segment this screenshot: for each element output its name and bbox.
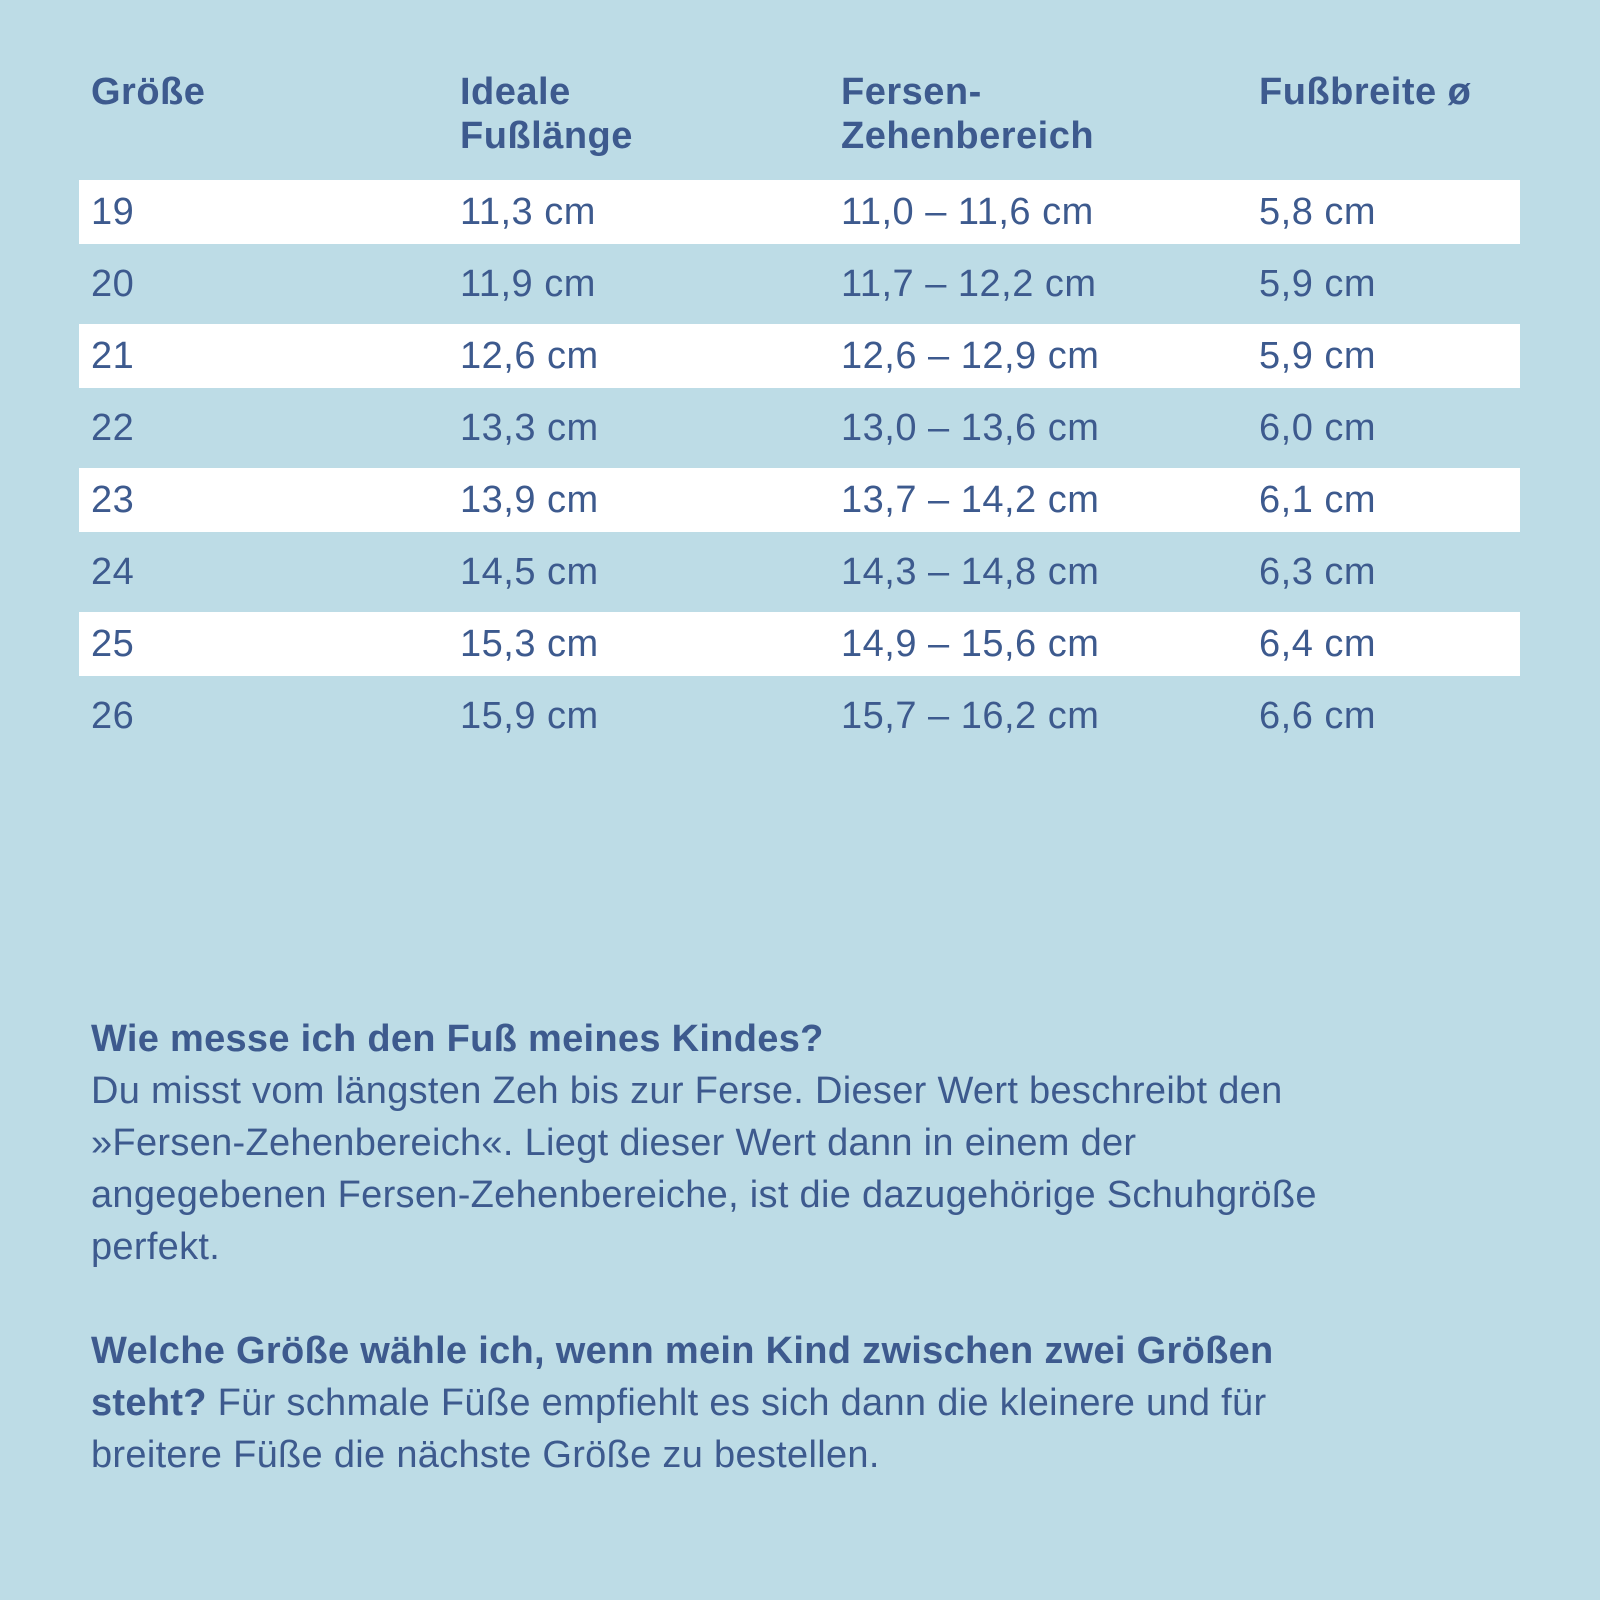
cell-foot-width: 5,9 cm xyxy=(1259,335,1377,377)
cell-foot-width: 6,1 cm xyxy=(1259,479,1377,521)
table-row xyxy=(79,540,1520,604)
cell-foot-width: 5,8 cm xyxy=(1259,191,1377,233)
cell-ideal-length: 13,3 cm xyxy=(460,407,599,449)
cell-size: 22 xyxy=(91,407,135,449)
cell-heel-toe-range: 14,9 – 15,6 cm xyxy=(841,623,1100,665)
cell-heel-toe-range: 13,7 – 14,2 cm xyxy=(841,479,1100,521)
table-row xyxy=(79,684,1520,748)
header-heel-toe-range: Fersen- Zehenbereich xyxy=(841,71,1095,157)
table-row xyxy=(79,252,1520,316)
faq-answer: Für schmale Füße empfiehlt es sich dann die kleinere und für breitere Füße die nächste Größe zu bestellen. xyxy=(91,1382,1267,1476)
cell-size: 21 xyxy=(91,335,135,377)
cell-ideal-length: 15,9 cm xyxy=(460,695,599,737)
table-header xyxy=(79,70,1520,180)
table-row xyxy=(79,324,1520,388)
cell-ideal-length: 11,9 cm xyxy=(460,263,596,305)
faq-measure-foot xyxy=(91,1013,1331,1273)
header-size: Größe xyxy=(91,71,206,113)
faq-between-sizes xyxy=(91,1325,1331,1481)
cell-ideal-length: 12,6 cm xyxy=(460,335,599,377)
cell-size: 25 xyxy=(91,623,135,665)
cell-heel-toe-range: 11,7 – 12,2 cm xyxy=(841,263,1097,305)
cell-foot-width: 6,3 cm xyxy=(1259,551,1377,593)
faq-question: Welche Größe wähle ich, wenn mein Kind zwischen zwei Größen steht? xyxy=(91,1330,1274,1424)
table-row xyxy=(79,180,1520,244)
table-row xyxy=(79,612,1520,676)
cell-heel-toe-range: 13,0 – 13,6 cm xyxy=(841,407,1100,449)
cell-foot-width: 5,9 cm xyxy=(1259,263,1377,305)
header-ideal-foot-length: Ideale Fußlänge xyxy=(460,71,633,157)
size-table xyxy=(79,70,1520,748)
cell-heel-toe-range: 14,3 – 14,8 cm xyxy=(841,551,1100,593)
cell-size: 20 xyxy=(91,263,135,305)
cell-heel-toe-range: 11,0 – 11,6 cm xyxy=(841,191,1094,233)
cell-size: 26 xyxy=(91,695,135,737)
table-row xyxy=(79,468,1520,532)
faq-question: Wie messe ich den Fuß meines Kindes? xyxy=(91,1018,824,1060)
cell-foot-width: 6,0 cm xyxy=(1259,407,1377,449)
faq-answer: Du misst vom längsten Zeh bis zur Ferse. Dieser Wert beschreibt den »Fersen-Zehenbereich«. Liegt dieser Wert dann in einem der angegebenen Fersen-Zehenbereiche, ist die dazugehörige Schuhgröße perfekt. xyxy=(91,1070,1317,1268)
cell-size: 23 xyxy=(91,479,135,521)
cell-size: 24 xyxy=(91,551,135,593)
header-foot-width: Fußbreite ø xyxy=(1259,71,1472,113)
cell-ideal-length: 15,3 cm xyxy=(460,623,599,665)
cell-heel-toe-range: 15,7 – 16,2 cm xyxy=(841,695,1100,737)
cell-ideal-length: 14,5 cm xyxy=(460,551,599,593)
cell-ideal-length: 11,3 cm xyxy=(460,191,596,233)
cell-foot-width: 6,6 cm xyxy=(1259,695,1377,737)
cell-foot-width: 6,4 cm xyxy=(1259,623,1377,665)
cell-heel-toe-range: 12,6 – 12,9 cm xyxy=(841,335,1100,377)
cell-size: 19 xyxy=(91,191,135,233)
table-row xyxy=(79,396,1520,460)
cell-ideal-length: 13,9 cm xyxy=(460,479,599,521)
